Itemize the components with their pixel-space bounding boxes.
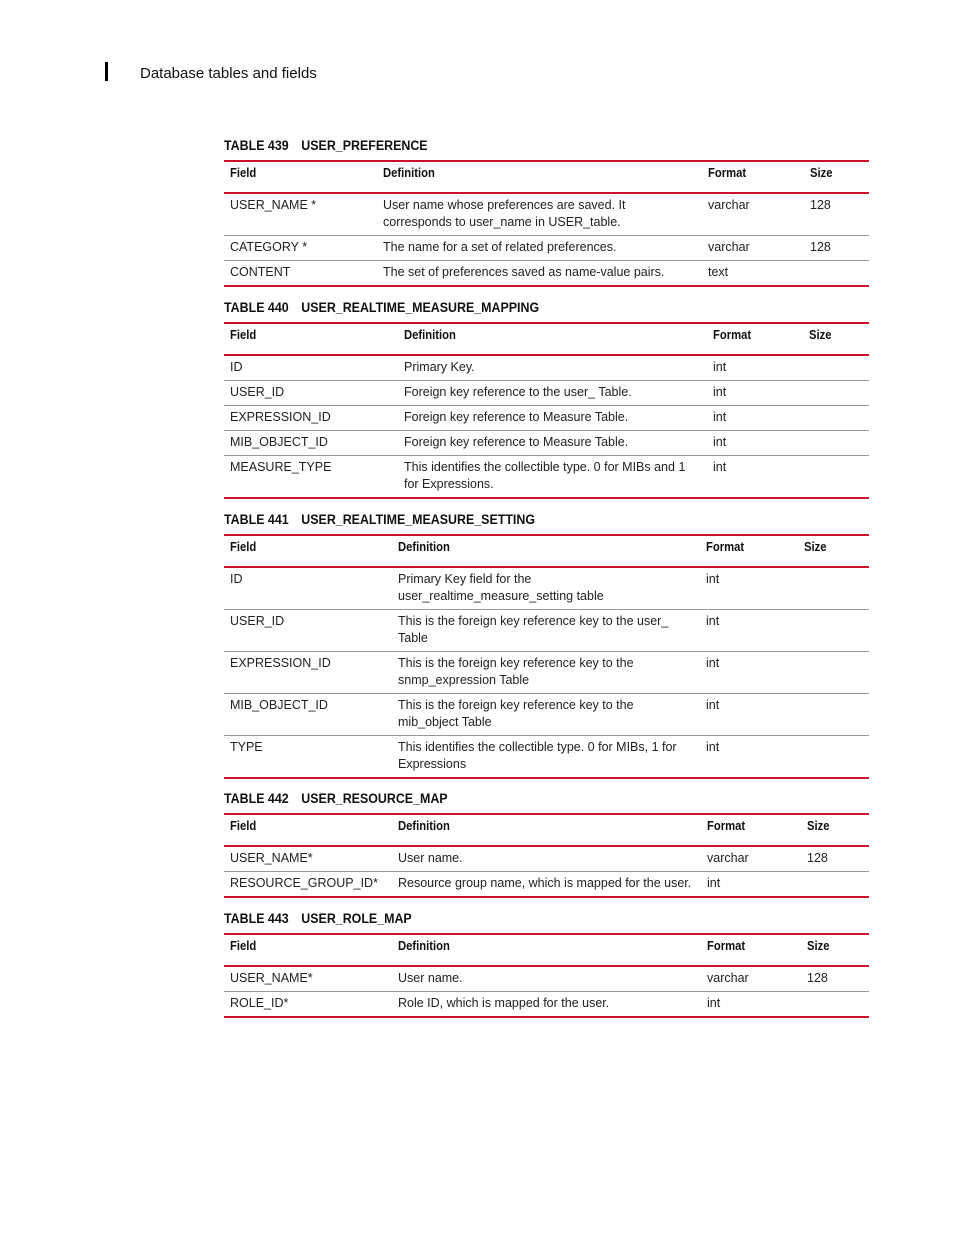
running-head: Database tables and fields: [140, 65, 317, 82]
table-row: [224, 355, 869, 381]
table-cell: CATEGORY *: [224, 236, 377, 261]
column-header: [701, 814, 801, 846]
column-header: [224, 535, 392, 567]
table-cell: int: [700, 694, 798, 736]
table-cell: 128: [804, 193, 869, 236]
table-header-row: [224, 161, 869, 193]
table-number: TABLE 439: [224, 138, 289, 153]
column-header-label: Size: [807, 819, 830, 833]
table-row: [224, 431, 869, 456]
column-header-label: Size: [807, 939, 830, 953]
table-cell: Resource group name, which is mapped for the user.: [392, 872, 701, 898]
column-header: [392, 814, 701, 846]
column-header-label: Field: [230, 166, 257, 180]
table-cell: Foreign key reference to Measure Table.: [398, 431, 707, 456]
column-header: [801, 814, 869, 846]
table-cell: varchar: [702, 236, 804, 261]
table-cell: User name.: [392, 966, 701, 992]
table-cell: int: [707, 456, 803, 499]
table-cell: int: [700, 652, 798, 694]
table-row: [224, 567, 869, 610]
column-header: [224, 161, 377, 193]
column-header: [803, 323, 869, 355]
table-row: [224, 872, 869, 898]
table-header-row: [224, 323, 869, 355]
table-cell: [798, 610, 869, 652]
table-cell: [798, 652, 869, 694]
table-cell: This identifies the collectible type. 0 for MIBs, 1 for Expressions: [392, 736, 700, 779]
data-table: [224, 160, 869, 287]
data-table: [224, 933, 869, 1018]
table-cell: ROLE_ID*: [224, 992, 392, 1018]
table-cell: MIB_OBJECT_ID: [224, 431, 398, 456]
column-header-label: Definition: [398, 819, 450, 833]
table-cell: MIB_OBJECT_ID: [224, 694, 392, 736]
table-cell: varchar: [701, 966, 801, 992]
table-cell: [803, 456, 869, 499]
table-cell: USER_NAME*: [224, 846, 392, 872]
table-cell: 128: [804, 236, 869, 261]
table-cell: Role ID, which is mapped for the user.: [392, 992, 701, 1018]
table-header-row: [224, 934, 869, 966]
column-header: [377, 161, 702, 193]
table-cell: int: [707, 431, 803, 456]
data-table: [224, 813, 869, 898]
table-caption: [224, 138, 428, 153]
table-cell: [803, 381, 869, 406]
table-cell: This is the foreign key reference key to the mib_object Table: [392, 694, 700, 736]
table-cell: [801, 992, 869, 1018]
table-cell: Primary Key field for the user_realtime_measure_setting table: [392, 567, 700, 610]
table-cell: text: [702, 261, 804, 287]
column-header-label: Definition: [383, 166, 435, 180]
column-header: [798, 535, 869, 567]
column-header-label: Definition: [398, 939, 450, 953]
table-cell: TYPE: [224, 736, 392, 779]
column-header-label: Field: [230, 819, 257, 833]
table-cell: EXPRESSION_ID: [224, 406, 398, 431]
table-cell: RESOURCE_GROUP_ID*: [224, 872, 392, 898]
table-row: [224, 236, 869, 261]
table-row: [224, 694, 869, 736]
column-header: [392, 934, 701, 966]
table-name: USER_ROLE_MAP: [301, 911, 412, 926]
table-cell: varchar: [701, 846, 801, 872]
change-bar: [105, 62, 108, 81]
table-cell: USER_ID: [224, 381, 398, 406]
data-table: [224, 322, 869, 499]
table-number: TABLE 442: [224, 791, 289, 806]
column-header-label: Format: [707, 819, 746, 833]
table-cell: User name.: [392, 846, 701, 872]
column-header: [224, 323, 398, 355]
table-cell: USER_NAME *: [224, 193, 377, 236]
table-cell: [798, 567, 869, 610]
table-cell: int: [701, 992, 801, 1018]
table-caption: [224, 300, 539, 315]
column-header: [804, 161, 869, 193]
column-header-label: Format: [713, 328, 752, 342]
table-cell: [803, 406, 869, 431]
column-header-label: Size: [804, 540, 827, 554]
table-cell: int: [707, 381, 803, 406]
table-row: [224, 610, 869, 652]
table-row: [224, 193, 869, 236]
table-cell: The name for a set of related preferences.: [377, 236, 702, 261]
table-row: [224, 406, 869, 431]
table-cell: [798, 694, 869, 736]
table-cell: USER_ID: [224, 610, 392, 652]
table-number: TABLE 441: [224, 512, 289, 527]
table-cell: CONTENT: [224, 261, 377, 287]
table-cell: [803, 431, 869, 456]
column-header-label: Format: [706, 540, 745, 554]
table-row: [224, 992, 869, 1018]
table-cell: The set of preferences saved as name-value pairs.: [377, 261, 702, 287]
table-row: [224, 261, 869, 287]
table-cell: int: [701, 872, 801, 898]
table-cell: This is the foreign key reference key to the user_ Table: [392, 610, 700, 652]
column-header: [701, 934, 801, 966]
table-cell: int: [700, 736, 798, 779]
column-header-label: Size: [809, 328, 832, 342]
table-row: [224, 652, 869, 694]
column-header: [224, 814, 392, 846]
table-cell: ID: [224, 567, 392, 610]
table-cell: This identifies the collectible type. 0 for MIBs and 1 for Expressions.: [398, 456, 707, 499]
table-row: [224, 966, 869, 992]
table-row: [224, 456, 869, 499]
table-row: [224, 736, 869, 779]
data-table: [224, 534, 869, 779]
table-cell: This is the foreign key reference key to the snmp_expression Table: [392, 652, 700, 694]
table-cell: [804, 261, 869, 287]
column-header: [392, 535, 700, 567]
table-header-row: [224, 814, 869, 846]
table-cell: Foreign key reference to the user_ Table.: [398, 381, 707, 406]
table-number: TABLE 443: [224, 911, 289, 926]
column-header-label: Format: [707, 939, 746, 953]
table-name: USER_REALTIME_MEASURE_SETTING: [301, 512, 536, 527]
table-cell: MEASURE_TYPE: [224, 456, 398, 499]
table-cell: int: [707, 406, 803, 431]
column-header-label: Size: [810, 166, 833, 180]
table-name: USER_REALTIME_MEASURE_MAPPING: [301, 300, 540, 315]
table-row: [224, 846, 869, 872]
table-cell: int: [700, 610, 798, 652]
column-header-label: Field: [230, 328, 257, 342]
table-row: [224, 381, 869, 406]
table-cell: 128: [801, 966, 869, 992]
table-cell: [798, 736, 869, 779]
table-number: TABLE 440: [224, 300, 289, 315]
table-name: USER_RESOURCE_MAP: [301, 791, 448, 806]
column-header-label: Definition: [398, 540, 450, 554]
table-cell: Foreign key reference to Measure Table.: [398, 406, 707, 431]
column-header: [398, 323, 707, 355]
column-header: [702, 161, 804, 193]
table-caption: [224, 791, 448, 806]
column-header-label: Field: [230, 939, 257, 953]
table-cell: User name whose preferences are saved. It corresponds to user_name in USER_table.: [377, 193, 702, 236]
table-header-row: [224, 535, 869, 567]
table-cell: Primary Key.: [398, 355, 707, 381]
table-cell: [803, 355, 869, 381]
table-name: USER_PREFERENCE: [301, 138, 428, 153]
table-caption: [224, 911, 412, 926]
column-header: [801, 934, 869, 966]
table-cell: ID: [224, 355, 398, 381]
column-header-label: Definition: [404, 328, 456, 342]
table-cell: [801, 872, 869, 898]
table-cell: int: [707, 355, 803, 381]
table-cell: int: [700, 567, 798, 610]
column-header: [707, 323, 803, 355]
column-header: [224, 934, 392, 966]
table-cell: EXPRESSION_ID: [224, 652, 392, 694]
table-caption: [224, 512, 535, 527]
column-header-label: Format: [708, 166, 747, 180]
table-cell: USER_NAME*: [224, 966, 392, 992]
table-cell: varchar: [702, 193, 804, 236]
column-header: [700, 535, 798, 567]
table-cell: 128: [801, 846, 869, 872]
column-header-label: Field: [230, 540, 257, 554]
